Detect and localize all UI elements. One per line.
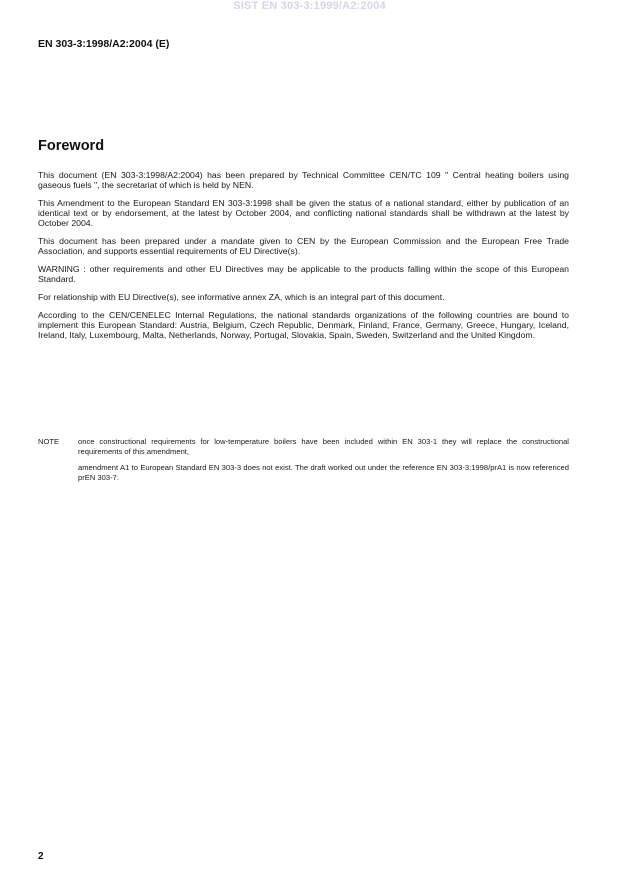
note-row: [38, 463, 569, 482]
paragraph-mandate: This document has been prepared under a mandate given to CEN by the European Commission and the European Free Trade Association, and supports essential requirements of EU Directive(s).: [38, 236, 569, 257]
paragraph-countries: According to the CEN/CENELEC Internal Regulations, the national standards organizations of the following countries are bound to implement this European Standard: Austria, Belgium, Czech Republic, Denmark, Finland, France, Germany, Greece, Hungary, Iceland, Ireland, Italy, Luxembourg, Malta, Netherlands, Norway, Portugal, Slovakia, Spain, Sweden, Switzerland and the United Kingdom.: [38, 309, 569, 340]
paragraph-eu-directive: For relationship with EU Directive(s), see informative annex ZA, which is an integral part of this document.: [38, 291, 445, 302]
note-block: [38, 437, 569, 489]
paragraph-prepared-by: This document (EN 303-3:1998/A2:2004) has been prepared by Technical Committee CEN/TC 109 " Central heating boilers using gaseous fuels ", the secretariat of which is held by NEN.: [38, 170, 569, 191]
watermark: SIST EN 303-3:1999/A2:2004: [233, 0, 386, 12]
paragraph-national-status: This Amendment to the European Standard EN 303-3:1998 shall be given the status of a national standard, either by publication of an identical text or by endorsement, at the latest by October 2004, and conflicting national standards shall be withdrawn at the latest by October 2004.: [38, 197, 569, 229]
note-label-spacer: [38, 463, 78, 482]
note-item: once constructional requirements for low-temperature boilers have been included within EN 303-1 they will replace the constructional requirements of this amendment,: [78, 437, 569, 456]
paragraph-warning: WARNING : other requirements and other EU Directives may be applicable to the products falling within the scope of this European Standard.: [38, 263, 569, 285]
note-item: amendment A1 to European Standard EN 303-3 does not exist. The draft worked out under the reference EN 303-3:1998/prA1 is now referenced prEN 303-7.: [78, 463, 569, 482]
document-identifier: EN 303-3:1998/A2:2004 (E): [38, 38, 170, 50]
foreword-body: [38, 170, 569, 348]
page-title: Foreword: [38, 138, 105, 154]
page-number: 2: [38, 851, 44, 862]
note-row: [38, 437, 569, 456]
note-label: NOTE: [38, 437, 60, 446]
